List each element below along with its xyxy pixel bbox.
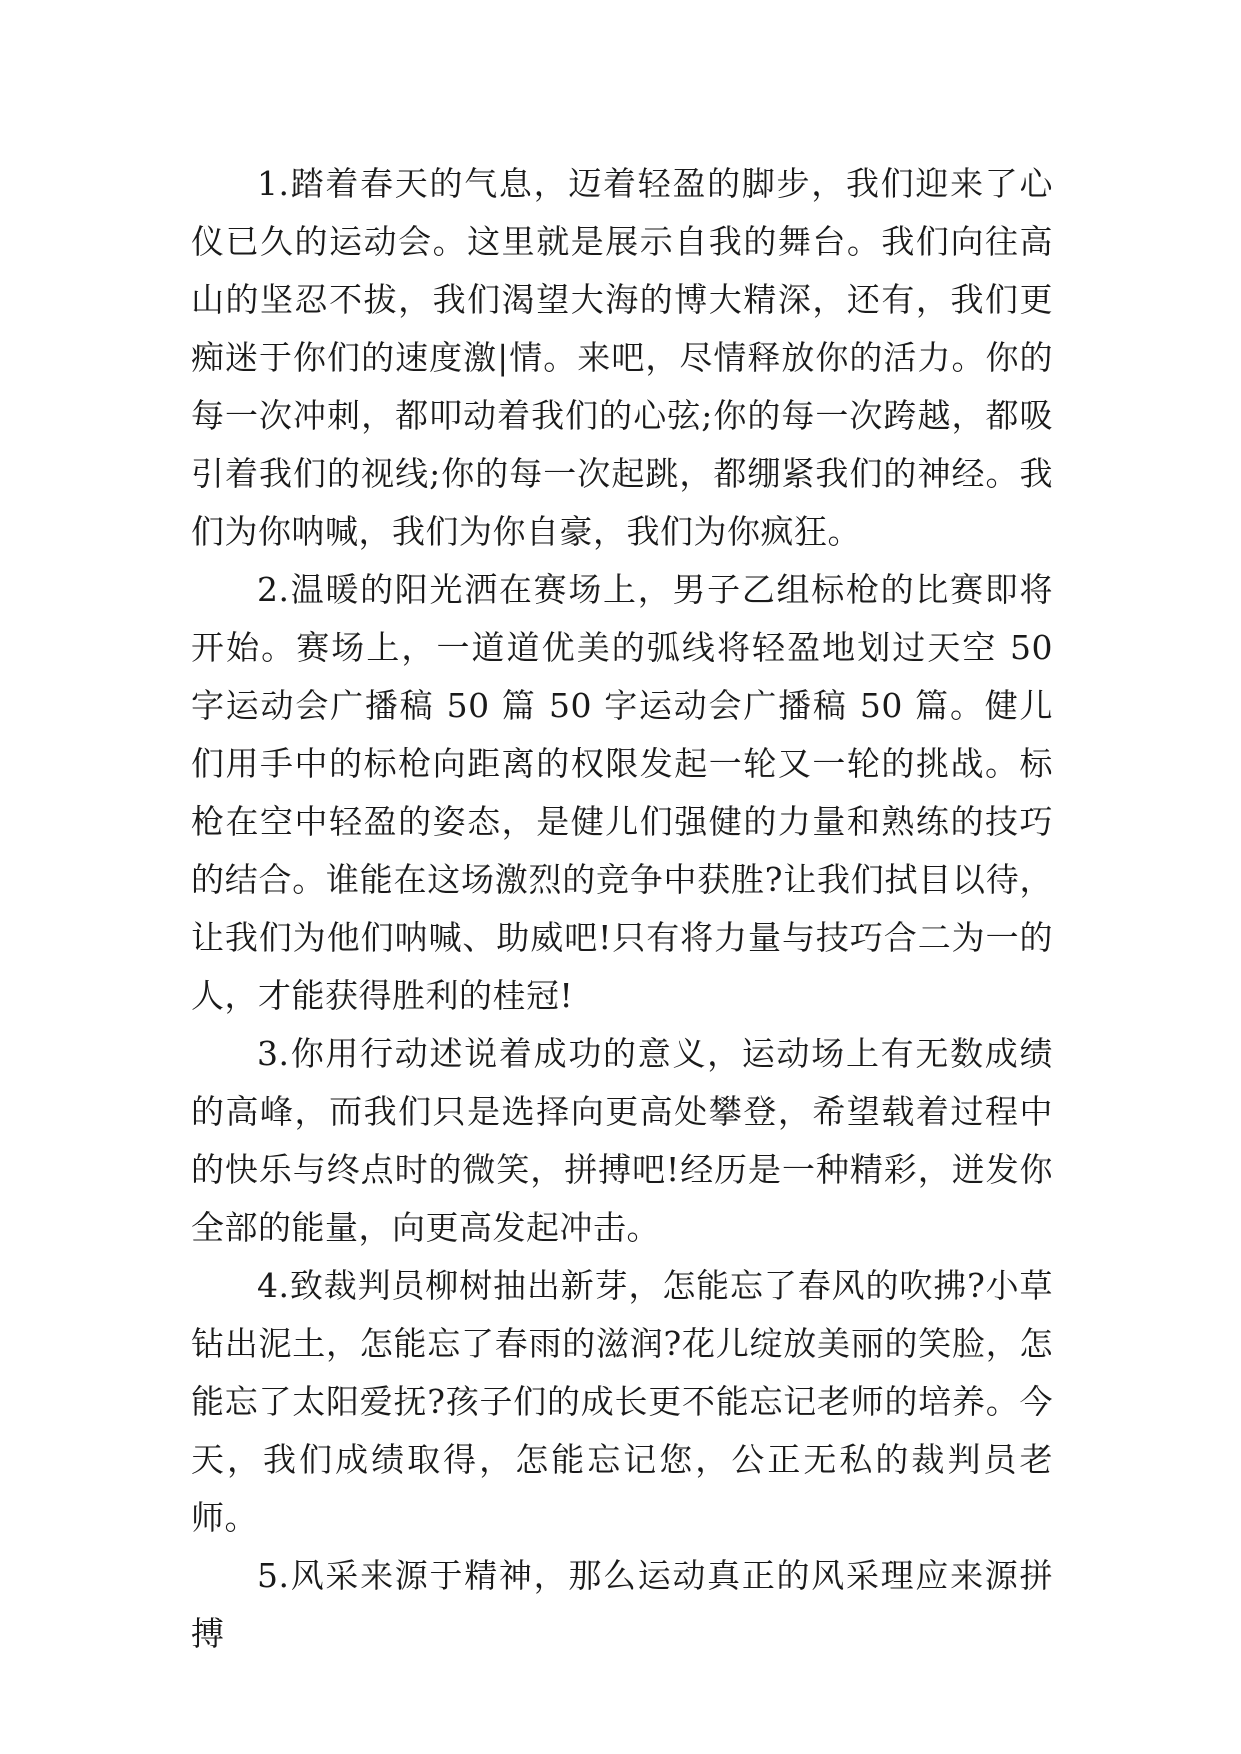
paragraph-4: 4.致裁判员柳树抽出新芽，怎能忘了春风的吹拂?小草钻出泥土，怎能忘了春雨的滋润?花儿绽放美丽的笑脸，怎能忘了太阳爱抚?孩子们的成长更不能忘记老师的培养。今天，我们成绩取得，怎能忘记您，公正无私的裁判员老师。 <box>191 1266 1053 1537</box>
paragraph-1: 1.踏着春天的气息，迈着轻盈的脚步，我们迎来了心仪已久的运动会。这里就是展示自我的舞台。我们向往高山的坚忍不拔，我们渴望大海的博大精深，还有，我们更痴迷于你们的速度激|情。来吧，尽情释放你的活力。你的每一次冲刺，都叩动着我们的心弦;你的每一次跨越，都吸引着我们的视线;你的每一次起跳，都绷紧我们的神经。我们为你呐喊，我们为你自豪，我们为你疯狂。 <box>191 164 1053 551</box>
paragraph-3: 3.你用行动述说着成功的意义，运动场上有无数成绩的高峰，而我们只是选择向更高处攀登，希望载着过程中的快乐与终点时的微笑，拼搏吧!经历是一种精彩，迸发你全部的能量，向更高发起冲击。 <box>191 1034 1053 1247</box>
document-body <box>191 155 1053 1663</box>
paragraph-2: 2.温暖的阳光洒在赛场上，男子乙组标枪的比赛即将开始。赛场上，一道道优美的弧线将轻盈地划过天空 50 字运动会广播稿 50 篇 50 字运动会广播稿 50 篇。健儿们用手中的标枪向距离的权限发起一轮又一轮的挑战。标枪在空中轻盈的姿态，是健儿们强健的力量和熟练的技巧的结合。谁能在这场激烈的竞争中获胜?让我们拭目以待，让我们为他们呐喊、助威吧!只有将力量与技巧合二为一的人，才能获得胜利的桂冠! <box>191 570 1053 1015</box>
paragraph-5: 5.风采来源于精神，那么运动真正的风采理应来源拼搏 <box>191 1556 1053 1653</box>
